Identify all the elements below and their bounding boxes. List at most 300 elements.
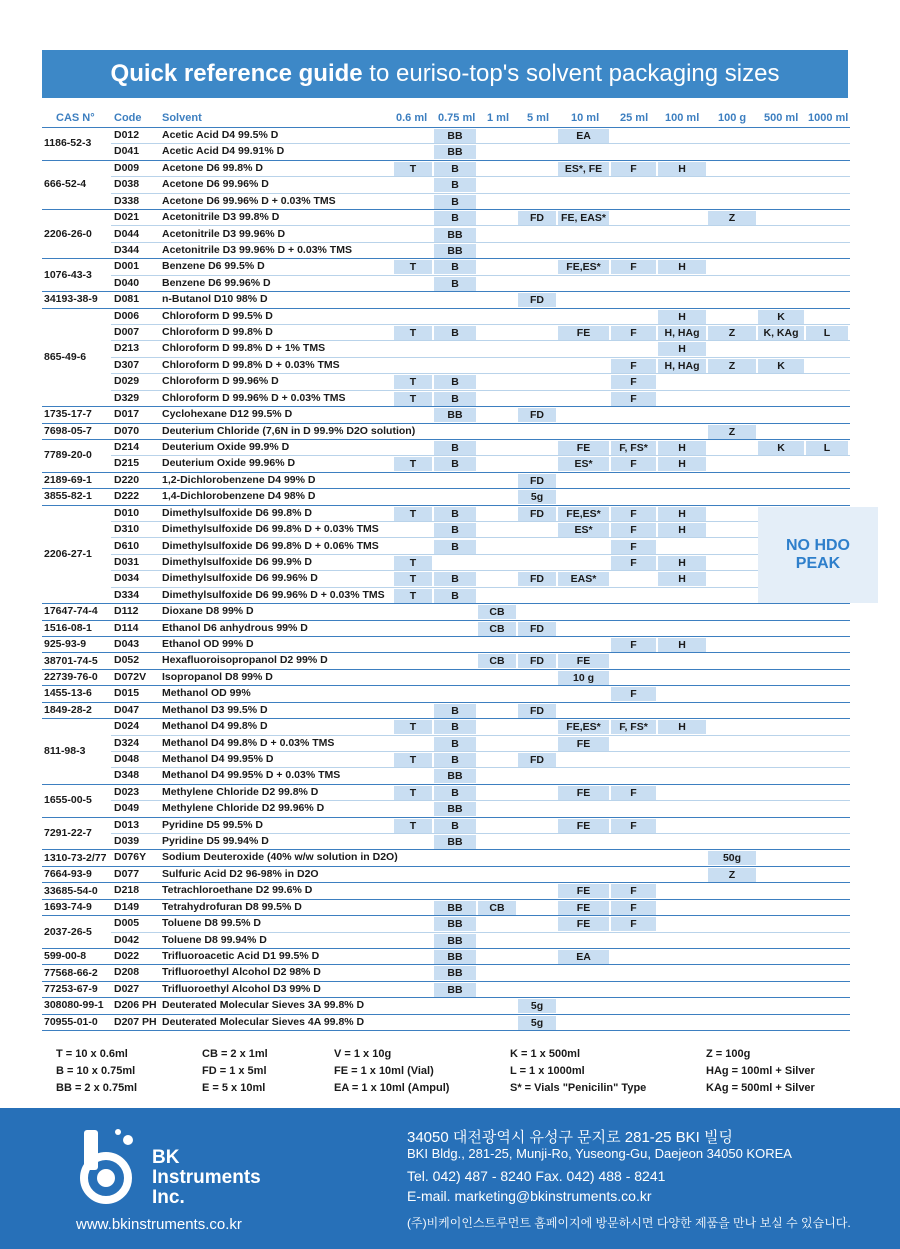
table-row — [0, 259, 900, 275]
product-code: D010 — [114, 506, 140, 519]
package-size-cell: B — [434, 178, 476, 192]
package-size-cell: BB — [434, 835, 476, 849]
package-size-cell: F — [611, 786, 656, 800]
package-size-cell: T — [394, 720, 432, 734]
solvent-name: Deuterium Oxide 99.9% D — [162, 440, 290, 453]
package-size-cell: B — [434, 441, 476, 455]
cas-number: 33685-54-0 — [44, 884, 98, 897]
cas-number: 2206-27-1 — [44, 547, 92, 560]
table-row — [0, 128, 900, 144]
solvent-name: Trifluoroethyl Alcohol D3 99% D — [162, 982, 321, 995]
header-cas: CAS N° — [56, 112, 95, 124]
package-size-cell: K, KAg — [758, 326, 804, 340]
solvent-name: Toluene D8 99.5% D — [162, 917, 262, 930]
table-row — [0, 883, 900, 899]
table-row — [0, 144, 900, 160]
title-bold: Quick reference guide — [110, 60, 363, 87]
package-size-cell: L — [806, 441, 848, 455]
cas-number: 17647-74-4 — [44, 605, 98, 618]
product-code: D047 — [114, 703, 140, 716]
package-size-cell: T — [394, 162, 432, 176]
product-code: D114 — [114, 621, 139, 634]
product-code: D038 — [114, 178, 140, 191]
website-link[interactable]: www.bkinstruments.co.kr — [76, 1216, 242, 1233]
product-code: D310 — [114, 523, 140, 536]
product-code: D329 — [114, 391, 140, 404]
no-hdo-peak-note: NO HDO PEAK — [758, 507, 878, 604]
solvent-name: Dimethylsulfoxide D6 99.9% D — [162, 555, 312, 568]
package-size-cell: CB — [478, 901, 516, 915]
package-size-cell: 5g — [518, 999, 556, 1013]
product-code: D070 — [114, 424, 140, 437]
cas-number: 7291-22-7 — [44, 827, 92, 840]
package-size-cell: EA — [558, 129, 609, 143]
package-size-cell: FE,ES* — [558, 260, 609, 274]
solvent-name: Acetone D6 99.8% D — [162, 161, 263, 174]
package-size-cell: H — [658, 572, 706, 586]
solvent-name: Pyridine D5 99.94% D — [162, 835, 269, 848]
solvent-name: Methanol D4 99.95% D — [162, 752, 274, 765]
table-row — [0, 292, 900, 308]
cas-number: 2037-26-5 — [44, 925, 92, 938]
product-code: D222 — [114, 490, 140, 503]
package-size-cell: H — [658, 556, 706, 570]
package-size-cell: H — [658, 507, 706, 521]
product-code: D007 — [114, 326, 140, 339]
package-size-cell: BB — [434, 934, 476, 948]
package-size-cell: FE — [558, 786, 609, 800]
table-row — [0, 407, 900, 423]
header-size: 0.75 ml — [438, 112, 476, 124]
legend-item: Z = 100g — [706, 1048, 751, 1060]
solvent-name: Chloroform D 99.8% D + 0.03% TMS — [162, 358, 340, 371]
cas-number: 1310-73-2/77 — [44, 851, 107, 864]
legend-column — [56, 1048, 137, 1099]
header-size: 5 ml — [527, 112, 550, 124]
package-size-cell: T — [394, 572, 432, 586]
solvent-name: Acetonitrile D3 99.96% D — [162, 227, 286, 240]
product-code: D206 PH — [114, 999, 157, 1012]
package-size-cell: T — [394, 375, 432, 389]
package-size-cell: 5g — [518, 1016, 556, 1030]
product-code: D031 — [114, 555, 140, 568]
package-size-cell: Z — [708, 425, 756, 439]
package-size-cell: T — [394, 556, 432, 570]
solvent-name: Acetic Acid D4 99.91% D — [162, 145, 285, 158]
header-size: 500 ml — [764, 112, 799, 124]
package-size-cell: T — [394, 260, 432, 274]
table-row — [0, 736, 900, 752]
package-size-cell: F — [611, 162, 656, 176]
product-code: D213 — [114, 342, 140, 355]
table-row — [0, 703, 900, 719]
package-size-cell: ES* — [558, 523, 609, 537]
cas-number: 865-49-6 — [44, 350, 87, 363]
package-size-cell: B — [434, 277, 476, 291]
product-code: D034 — [114, 572, 140, 585]
product-code: D040 — [114, 276, 140, 289]
footer-notice: (주)비케이인스트루먼트 홈페이지에 방문하시면 다양한 제품을 만나 보실 수 있습니다. — [407, 1216, 851, 1230]
package-size-cell: B — [434, 260, 476, 274]
table-row — [0, 801, 900, 817]
package-size-cell: F — [611, 687, 656, 701]
table-row — [0, 473, 900, 489]
package-size-cell: H — [658, 457, 706, 471]
product-code: D307 — [114, 358, 140, 371]
package-size-cell: B — [434, 195, 476, 209]
package-size-cell: FD — [518, 293, 556, 307]
package-size-cell: F — [611, 556, 656, 570]
table-row — [0, 637, 900, 653]
cas-number: 77253-67-9 — [44, 983, 98, 996]
table-row — [0, 900, 900, 916]
package-size-cell: BB — [434, 966, 476, 980]
package-size-cell: BB — [434, 769, 476, 783]
table-row — [0, 276, 900, 292]
package-size-cell: FD — [518, 704, 556, 718]
package-size-cell: H — [658, 441, 706, 455]
package-size-cell: T — [394, 819, 432, 833]
legend-item: CB = 2 x 1ml — [202, 1048, 268, 1060]
table-row — [0, 768, 900, 784]
solvent-name: Sulfuric Acid D2 96-98% in D2O — [162, 867, 319, 880]
solvent-name: Dioxane D8 99% D — [162, 605, 254, 618]
legend-item: S* = Vials "Penicilin" Type — [510, 1082, 647, 1094]
cas-number: 1186-52-3 — [44, 137, 92, 150]
table-row — [0, 374, 900, 390]
package-size-cell: BB — [434, 950, 476, 964]
package-size-cell: FE,ES* — [558, 720, 609, 734]
product-code: D042 — [114, 933, 140, 946]
package-size-cell: K — [758, 359, 804, 373]
table-row — [0, 424, 900, 440]
cas-number: 925-93-9 — [44, 638, 87, 651]
solvent-name: Ethanol OD 99% D — [162, 638, 254, 651]
solvent-name: Benzene D6 99.96% D — [162, 276, 271, 289]
package-size-cell: H — [658, 720, 706, 734]
package-size-cell: CB — [478, 605, 516, 619]
page-title — [42, 50, 848, 98]
footer — [0, 1108, 900, 1249]
table-row — [0, 391, 900, 407]
table-row — [0, 309, 900, 325]
solvent-name: Dimethylsulfoxide D6 99.96% D + 0.03% TMS — [162, 588, 385, 601]
solvent-name: Chloroform D 99.5% D — [162, 309, 273, 322]
product-code: D005 — [114, 917, 140, 930]
table-row — [0, 161, 900, 177]
package-size-cell: FE — [558, 917, 609, 931]
phone-fax: Tel. 042) 487 - 8240 Fax. 042) 488 - 8241 — [407, 1168, 666, 1184]
product-code: D207 PH — [114, 1015, 157, 1028]
package-size-cell: FD — [518, 572, 556, 586]
package-size-cell: BB — [434, 408, 476, 422]
package-size-cell: B — [434, 589, 476, 603]
cas-number: 599-00-8 — [44, 950, 87, 963]
table-row — [0, 227, 900, 243]
product-code: D220 — [114, 473, 140, 486]
package-size-cell: H — [658, 310, 706, 324]
package-size-cell: FE — [558, 441, 609, 455]
package-size-cell: ES* — [558, 457, 609, 471]
product-code: D022 — [114, 950, 140, 962]
package-size-cell: H, HAg — [658, 326, 706, 340]
package-size-cell: H — [658, 523, 706, 537]
legend-item: K = 1 x 500ml — [510, 1048, 581, 1060]
solvent-name: Deuterated Molecular Sieves 3A 99.8% D — [162, 999, 365, 1012]
legend-item: T = 10 x 0.6ml — [56, 1048, 128, 1060]
solvent-name: n-Butanol D10 98% D — [162, 293, 268, 306]
package-size-cell: BB — [434, 228, 476, 242]
package-size-cell: B — [434, 326, 476, 340]
solvent-name: Dimethylsulfoxide D6 99.8% D — [162, 506, 312, 519]
table-row — [0, 358, 900, 374]
product-code: D072V — [114, 670, 147, 683]
solvent-name: Ethanol D6 anhydrous 99% D — [162, 621, 308, 634]
table-row — [0, 489, 900, 505]
solvent-name: Dimethylsulfoxide D6 99.8% D + 0.03% TMS — [162, 523, 379, 536]
solvent-name: Acetonitrile D3 99.8% D — [162, 211, 280, 224]
table-row — [0, 785, 900, 801]
package-size-cell: B — [434, 392, 476, 406]
package-size-cell: T — [394, 507, 432, 521]
package-size-cell: F — [611, 819, 656, 833]
cas-number: 38701-74-5 — [44, 654, 98, 667]
cas-number: 1849-28-2 — [44, 703, 92, 716]
legend-item: EA = 1 x 10ml (Ampul) — [334, 1082, 450, 1094]
table-row — [0, 818, 900, 834]
package-size-cell: F — [611, 392, 656, 406]
package-size-cell: FE — [558, 819, 609, 833]
package-size-cell: B — [434, 704, 476, 718]
table-row — [0, 440, 900, 456]
bk-logo-icon — [78, 1126, 140, 1206]
header-code: Code — [114, 112, 142, 124]
package-size-cell: T — [394, 326, 432, 340]
table-row — [0, 867, 900, 883]
package-size-cell: BB — [434, 129, 476, 143]
package-size-cell: BB — [434, 901, 476, 915]
solvent-name: Acetonitrile D3 99.96% D + 0.03% TMS — [162, 243, 352, 256]
product-code: D009 — [114, 161, 140, 174]
cas-number: 1693-74-9 — [44, 900, 92, 913]
cas-number: 1516-08-1 — [44, 621, 92, 634]
table-row — [0, 621, 900, 637]
table-row — [0, 177, 900, 193]
table-row — [0, 243, 900, 259]
cas-number: 1655-00-5 — [44, 794, 92, 807]
package-size-cell: FE — [558, 901, 609, 915]
package-size-cell: F — [611, 523, 656, 537]
table-row — [0, 686, 900, 702]
package-size-cell: F — [611, 507, 656, 521]
package-size-cell: K — [758, 310, 804, 324]
package-size-cell: F — [611, 901, 656, 915]
package-size-cell: Z — [708, 211, 756, 225]
product-code: D013 — [114, 818, 140, 831]
package-size-cell: B — [434, 753, 476, 767]
product-code: D001 — [114, 260, 140, 273]
package-size-cell: Z — [708, 326, 756, 340]
cas-number: 7664-93-9 — [44, 868, 92, 881]
package-size-cell: F — [611, 326, 656, 340]
package-size-cell: H — [658, 260, 706, 274]
table-row — [0, 949, 900, 965]
table-row — [0, 341, 900, 357]
product-code: D208 — [114, 966, 140, 979]
legend-column — [334, 1048, 449, 1099]
package-size-cell: L — [806, 326, 848, 340]
package-size-cell: F, FS* — [611, 441, 656, 455]
package-size-cell: H — [658, 162, 706, 176]
solvent-name: Pyridine D5 99.5% D — [162, 818, 263, 831]
table-row — [0, 998, 900, 1014]
package-size-cell: FE — [558, 654, 609, 668]
cas-number: 1735-17-7 — [44, 408, 92, 421]
product-code: D006 — [114, 309, 140, 322]
package-size-cell: B — [434, 507, 476, 521]
package-size-cell: CB — [478, 622, 516, 636]
package-size-cell: B — [434, 375, 476, 389]
solvent-name: Methanol OD 99% — [162, 687, 251, 700]
package-size-cell: F, FS* — [611, 720, 656, 734]
product-code: D052 — [114, 654, 140, 667]
header-solvent: Solvent — [162, 112, 202, 124]
legend-column — [510, 1048, 646, 1099]
solvent-name: Methanol D4 99.8% D — [162, 720, 268, 733]
package-size-cell: BB — [434, 917, 476, 931]
legend-item: KAg = 500ml + Silver — [706, 1082, 815, 1094]
cas-number: 2206-26-0 — [44, 227, 92, 240]
brand-line: Inc. — [152, 1187, 185, 1208]
solvent-name: Methanol D3 99.5% D — [162, 703, 268, 716]
product-code: D334 — [114, 588, 140, 601]
package-size-cell: K — [758, 441, 804, 455]
legend-item: B = 10 x 0.75ml — [56, 1065, 136, 1077]
package-size-cell: T — [394, 392, 432, 406]
product-code: D027 — [114, 982, 140, 995]
package-size-cell: CB — [478, 654, 516, 668]
cas-number: 308080-99-1 — [44, 999, 104, 1012]
package-size-cell: FE — [558, 884, 609, 898]
header-size: 100 g — [718, 112, 747, 124]
cas-number: 34193-38-9 — [44, 293, 98, 306]
package-size-cell: B — [434, 720, 476, 734]
table-row — [0, 325, 900, 341]
package-size-cell: B — [434, 523, 476, 537]
package-size-cell: Z — [708, 868, 756, 882]
package-size-cell: BB — [434, 145, 476, 159]
group-divider — [42, 1030, 850, 1031]
solvent-name: Hexafluoroisopropanol D2 99% D — [162, 654, 328, 667]
solvent-name: Trifluoroethyl Alcohol D2 98% D — [162, 966, 321, 979]
solvent-name: Chloroform D 99.8% D — [162, 326, 273, 339]
table-row — [0, 1015, 900, 1031]
solvent-name: Benzene D6 99.5% D — [162, 260, 265, 273]
table-row — [0, 210, 900, 226]
table-row — [0, 719, 900, 735]
package-size-cell: 10 g — [558, 671, 609, 685]
product-code: D012 — [114, 129, 140, 141]
product-code: D112 — [114, 605, 139, 618]
brand-line: BK — [152, 1147, 180, 1168]
table-row — [0, 752, 900, 768]
solvent-name: 1,2-Dichlorobenzene D4 99% D — [162, 473, 316, 486]
header-size: 25 ml — [620, 112, 649, 124]
solvent-name: Methanol D4 99.95% D + 0.03% TMS — [162, 769, 341, 782]
product-code: D610 — [114, 539, 140, 552]
email-link[interactable]: E-mail. marketing@bkinstruments.co.kr — [407, 1188, 652, 1204]
legend-item: HAg = 100ml + Silver — [706, 1065, 815, 1077]
legend-item: L = 1 x 1000ml — [510, 1065, 585, 1077]
brand-name — [152, 1148, 261, 1208]
package-size-cell: FE — [558, 737, 609, 751]
package-size-cell: B — [434, 572, 476, 586]
package-size-cell: B — [434, 211, 476, 225]
cas-number: 3855-82-1 — [44, 490, 92, 503]
product-code: D039 — [114, 835, 140, 848]
solvent-name: Deuterated Molecular Sieves 4A 99.8% D — [162, 1015, 365, 1028]
product-code: D044 — [114, 227, 140, 240]
package-size-cell: 5g — [518, 490, 556, 504]
package-size-cell: B — [434, 786, 476, 800]
legend-item: V = 1 x 10g — [334, 1048, 392, 1060]
table-row — [0, 653, 900, 669]
cas-number: 811-98-3 — [44, 744, 86, 757]
package-size-cell: FE,ES* — [558, 507, 609, 521]
solvent-name: Methylene Chloride D2 99.8% D — [162, 785, 319, 798]
package-size-cell: FD — [518, 474, 556, 488]
table-row — [0, 850, 900, 866]
solvent-name: 1,4-Dichlorobenzene D4 98% D — [162, 490, 316, 503]
solvent-name: Tetrahydrofuran D8 99.5% D — [162, 900, 302, 913]
product-code: D324 — [114, 736, 140, 749]
table-row — [0, 933, 900, 949]
package-size-cell: F — [611, 638, 656, 652]
cas-number: 1455-13-6 — [44, 687, 92, 700]
cas-number: 7698-05-7 — [44, 424, 92, 437]
package-size-cell: B — [434, 737, 476, 751]
package-size-cell: B — [434, 819, 476, 833]
product-code: D149 — [114, 900, 140, 913]
cas-number: 77568-66-2 — [44, 966, 98, 979]
table-row — [0, 194, 900, 210]
legend-column — [706, 1048, 815, 1099]
package-size-cell: ES*, FE — [558, 162, 609, 176]
solvent-name: Dimethylsulfoxide D6 99.96% D — [162, 572, 318, 585]
cas-number: 70955-01-0 — [44, 1015, 98, 1028]
product-code: D344 — [114, 243, 140, 256]
header-size: 1000 ml — [808, 112, 849, 124]
title-rest: to euriso-top's solvent packaging sizes — [362, 60, 780, 87]
solvent-name: Methylene Chloride D2 99.96% D — [162, 802, 325, 815]
package-size-cell: BB — [434, 983, 476, 997]
package-size-cell: FD — [518, 211, 556, 225]
brand-line: Instruments — [152, 1167, 261, 1188]
header-size: 100 ml — [665, 112, 700, 124]
product-code: D021 — [114, 211, 140, 224]
package-size-cell: F — [611, 260, 656, 274]
solvent-name: Acetic Acid D4 99.5% D — [162, 129, 279, 141]
legend-item: BB = 2 x 0.75ml — [56, 1082, 138, 1094]
cas-number: 7789-20-0 — [44, 449, 92, 462]
package-size-cell: FE, EAS* — [558, 211, 609, 225]
package-size-cell: H, HAg — [658, 359, 706, 373]
address-english: BKI Bldg., 281-25, Munji-Ro, Yuseong-Gu, Daejeon 34050 KOREA — [407, 1146, 792, 1161]
package-size-cell: BB — [434, 244, 476, 258]
header-size: 10 ml — [571, 112, 600, 124]
table-header — [42, 110, 850, 126]
header-size: 1 ml — [487, 112, 510, 124]
